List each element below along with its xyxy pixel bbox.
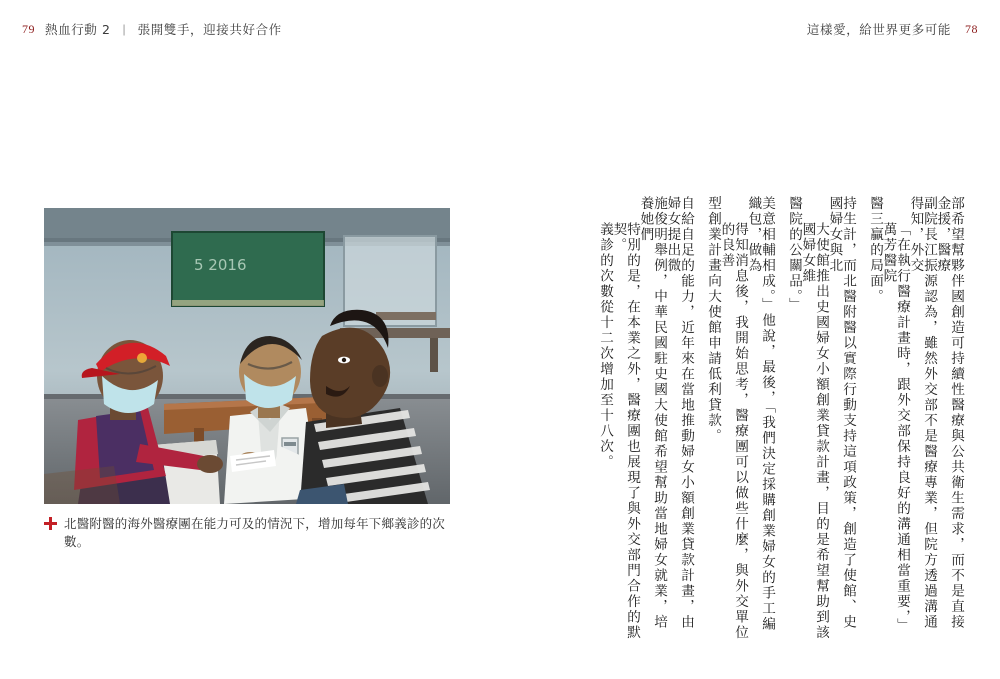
text-column: 持生計，而北醫附醫以實際行動支持這項政策，創造了使館、史國婦女與北 [826, 196, 856, 630]
figure-caption [44, 515, 454, 551]
text-column: 部希望幫夥伴國創造可持續性醫療與公共衛生需求，而不是直接金援，醫療 [934, 196, 964, 630]
text-column: 型創業計畫向大使館申請低利貸款。 [705, 196, 721, 444]
running-head-separator: | [122, 22, 126, 36]
figure-block [44, 208, 454, 551]
running-head-chapter-title: 張開雙手，迎接共好合作 [137, 22, 282, 37]
photograph-image [44, 208, 450, 504]
cross-icon [44, 517, 57, 530]
text-column: 「在執行醫療計畫時，跟外交部保持良好的溝通相當重要，」萬芳醫院 [880, 222, 910, 634]
running-head-series-title: 熱血行動 2 [45, 22, 111, 37]
text-column: 醫三贏的局面。 [867, 196, 883, 305]
text-column: 得知消息後，我開始思考，醫療團可以做些什麼，與外交單位的良善 [718, 222, 748, 641]
running-head-right [807, 20, 978, 38]
photograph [44, 208, 450, 504]
text-column: 副院長江振源認為，雖然外交部不是醫療專業，但院方透過溝通得知，外交 [907, 196, 937, 630]
running-head-book-title: 這樣愛，給世界更多可能 [806, 22, 951, 37]
running-head-left [22, 20, 282, 38]
text-column: 自給自足的能力，近年來在當地推動婦女小額創業貸款計畫，由婦女提出微 [664, 196, 694, 630]
folio-left: 79 [22, 21, 35, 36]
text-column: 施俊明舉例，中華民國駐史國大使館希望幫助當地婦女就業，培養她們 [637, 196, 667, 630]
svg-text:5 2016: 5 2016 [194, 256, 247, 274]
text-column: 美意相輔相成。」他說，最後，「我們決定採購創業婦女的手工編織包，做為 [745, 196, 775, 632]
folio-right: 78 [965, 21, 978, 36]
running-head [0, 20, 1000, 42]
text-column: 特別的是，在本業之外，醫療團也展現了與外交部門合作的默契。 [610, 222, 640, 641]
text-column: 醫院的公關品。」 [786, 196, 802, 314]
text-column: 義診的次數從十二次增加至十八次。 [597, 222, 613, 470]
text-column: 大使館推出史國婦女小額創業貸款計畫，目的是希望幫助到該國婦女維 [799, 222, 829, 641]
body-text-vertical [584, 196, 962, 644]
figure-caption-text: 北醫附醫的海外醫療團在能力可及的情況下，增加每年下鄉義診的次數。 [64, 516, 446, 550]
